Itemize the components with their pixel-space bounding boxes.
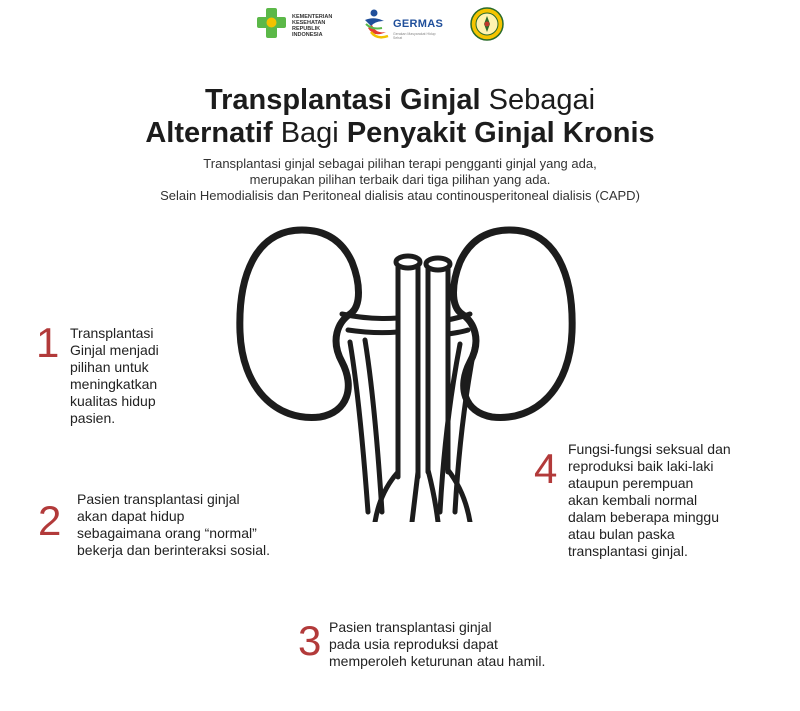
page-title-line2: Alternatif Bagi Penyakit Ginjal Kronis [145,117,655,149]
point-text-2: Pasien transplantasi ginjal akan dapat hidup sebagaimana orang “normal” bekerja dan berinteraksi sosial. [77,491,270,558]
subtitle-line: Selain Hemodialisis dan Peritoneal dialisis atau continousperitoneal dialisis (CAPD) [160,188,640,203]
kemenkes-logo [254,6,290,40]
germas-logo [362,8,392,40]
point-text-4: Fungsi-fungsi seksual dan reproduksi baik laki-laki ataupun perempuan akan kembali normal dalam beberapa minggu atau bulan paska transplantasi ginjal. [568,441,731,559]
germas-tagline: Gerakan Masyarakat Hidup Sehat [393,32,436,40]
subtitle [0,156,800,204]
left-kidney-shape [240,230,359,417]
kemenkes-text: KEMENTERIAN KESEHATAN REPUBLIK INDONESIA [292,14,333,38]
point-text-1: Transplantasi Ginjal menjadi pilihan untuk meningkatkan kualitas hidup pasien. [70,325,159,426]
point-number-3: 3 [298,617,322,664]
point-text-3: Pasien transplantasi ginjal pada usia reproduksi dapat memperoleh keturunan atau hamil. [329,619,546,669]
point-number-1: 1 [36,319,60,366]
kidney-illustration [230,222,580,522]
germas-wordmark: GERMAS [393,18,444,30]
right-kidney-shape [454,230,573,417]
subtitle-line: merupakan pilihan terbaik dari tiga pilihan yang ada. [249,172,551,187]
logo-bar [0,6,800,46]
institution-seal [470,6,504,42]
point-number-4: 4 [534,445,558,492]
point-number-2: 2 [38,497,62,544]
page-title-line1: Transplantasi Ginjal Sebagai [204,84,596,116]
subtitle-line: Transplantasi ginjal sebagai pilihan terapi pengganti ginjal yang ada, [203,156,597,171]
